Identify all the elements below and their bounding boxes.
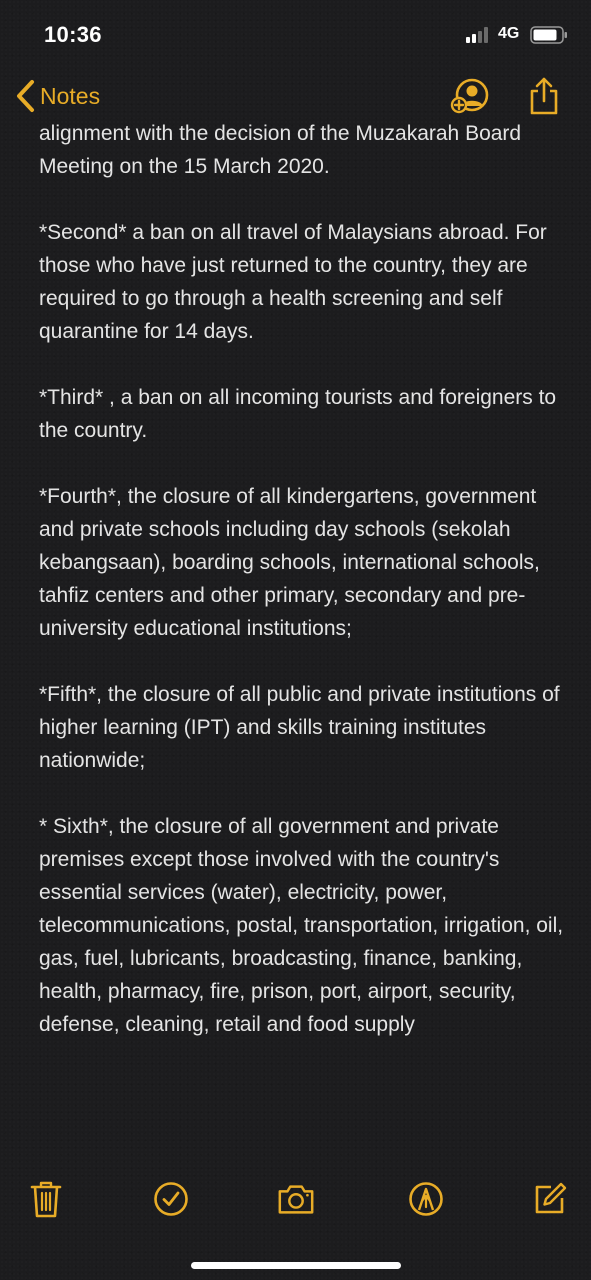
- battery-icon: [530, 26, 568, 44]
- back-button[interactable]: [16, 78, 100, 114]
- note-paragraph: alignment with the decision of the Muzakarah Board Meeting on the 15 March 2020.: [39, 122, 527, 178]
- chevron-left-icon: [16, 79, 36, 113]
- trash-icon: [29, 1179, 63, 1219]
- compose-icon: [531, 1180, 569, 1218]
- note-paragraph: * Sixth*, the closure of all government and private premises except those involved with the country's essential services (water), electricity, power, telecommunications, postal, transportation, irrigation, oil, gas, fuel, lubricants, broadcasting, finance, banking, health, pharmacy, fire, prison, port, airport, security, defense, cleaning, retail and food supply: [39, 815, 569, 1036]
- status-time: 10:36: [44, 22, 102, 47]
- status-bar: [0, 0, 591, 72]
- camera-icon: [276, 1181, 316, 1217]
- note-paragraph: *Fourth*, the closure of all kindergartens, government and private schools including day schools (sekolah kebangsaan), boarding schools, international schools, tahfiz centers and other primary, secondary and pre-university educational institutions;: [39, 485, 546, 640]
- home-indicator[interactable]: [191, 1262, 401, 1269]
- markup-icon: [407, 1180, 445, 1218]
- nav-bar: [0, 72, 591, 122]
- bottom-toolbar: [0, 1176, 591, 1226]
- camera-button[interactable]: [276, 1176, 316, 1222]
- cellular-signal-icon: [466, 27, 492, 43]
- checklist-button[interactable]: [151, 1176, 191, 1222]
- compose-button[interactable]: [530, 1176, 570, 1222]
- note-paragraph: *Third* , a ban on all incoming tourists and foreigners to the country.: [39, 386, 562, 442]
- checklist-icon: [152, 1180, 190, 1218]
- note-paragraph: *Second* a ban on all travel of Malaysians abroad. For those who have just returned to the country, they are required to go through a health screening and self quarantine for 14 days.: [39, 221, 553, 343]
- markup-button[interactable]: [406, 1176, 446, 1222]
- network-type: 4G: [498, 25, 520, 42]
- share-icon[interactable]: [526, 76, 562, 116]
- add-person-icon[interactable]: [448, 78, 492, 116]
- back-label: Notes: [40, 82, 101, 109]
- delete-button[interactable]: [26, 1176, 66, 1222]
- note-body[interactable]: [39, 117, 569, 1117]
- note-paragraph: *Fifth*, the closure of all public and private institutions of higher learning (IPT) and skills training institutes nationwide;: [39, 683, 566, 772]
